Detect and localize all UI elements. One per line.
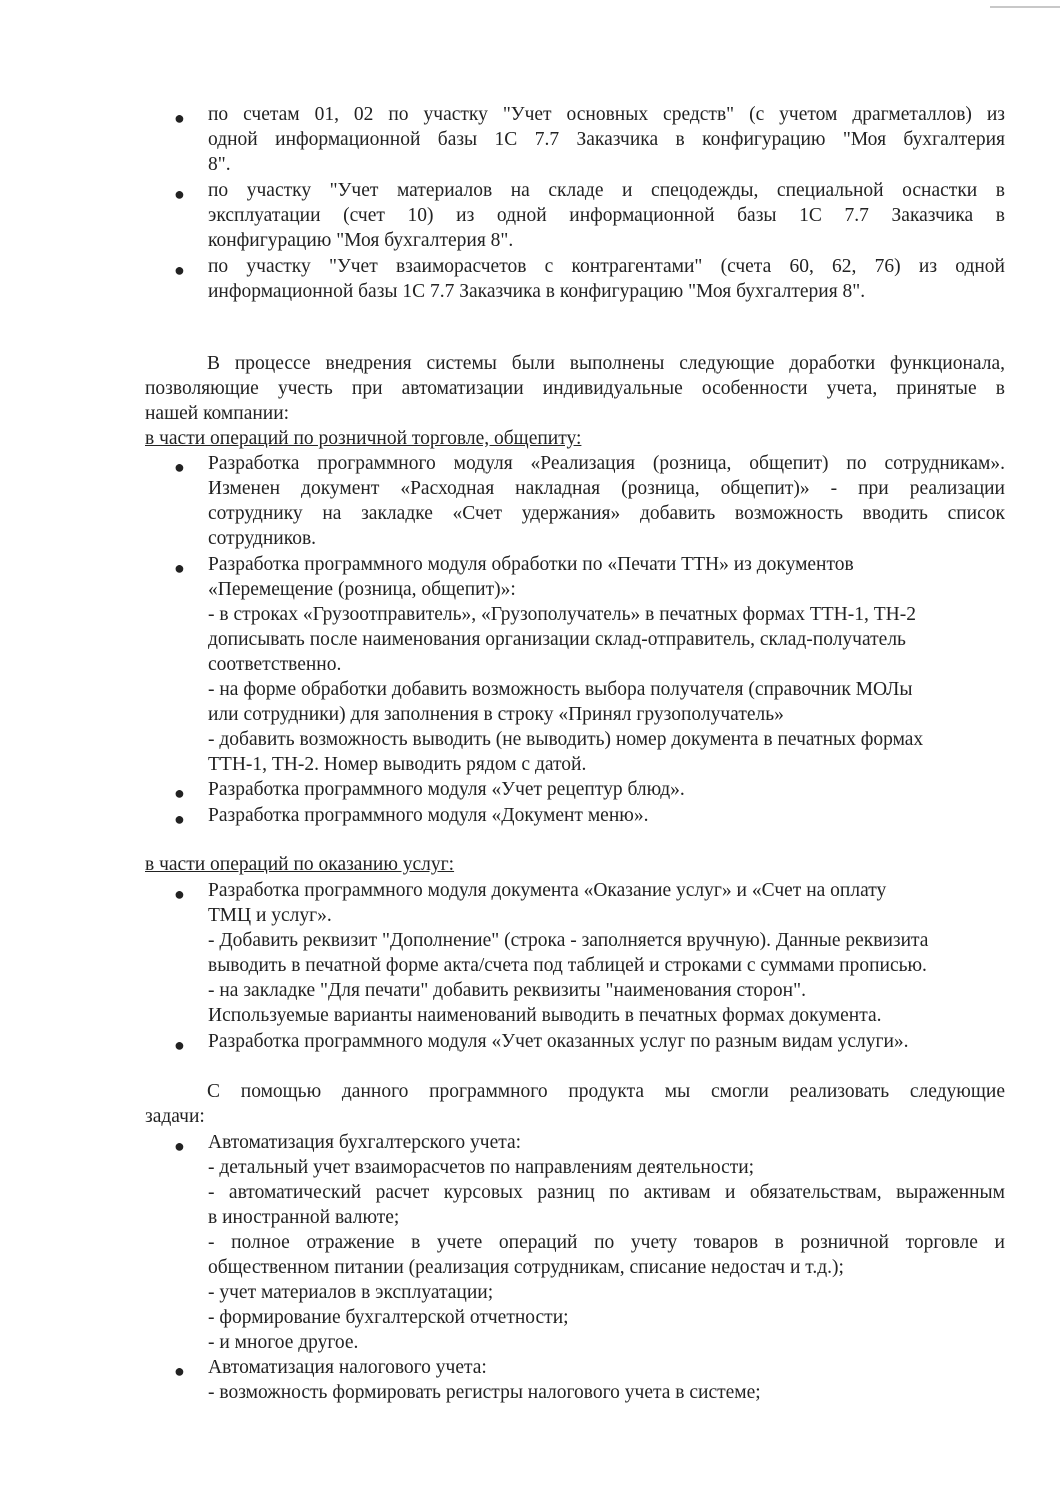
- text-line: по счетам 01, 02 по участку "Учет основных средств" (с учетом драгметаллов) из: [208, 104, 1005, 125]
- section-heading-services: в части операций по оказанию услуг:: [145, 854, 455, 875]
- text-line: - учет материалов в эксплуатации;: [208, 1282, 494, 1303]
- text-line: Разработка программного модуля «Учет оказанных услуг по разным видам услуги».: [208, 1031, 909, 1052]
- task-title: Автоматизация бухгалтерского учета:: [208, 1132, 522, 1153]
- text-line: С помощью данного программного продукта мы смогли реализовать следующие: [207, 1081, 1005, 1102]
- text-line: - детальный учет взаиморасчетов по направлениям деятельности;: [208, 1157, 755, 1178]
- text-line: - возможность формировать регистры налогового учета в системе;: [208, 1382, 761, 1403]
- text-line: Изменен документ «Расходная накладная (розница, общепит)» - при реализации: [208, 478, 1005, 499]
- text-line: - в строках «Грузоотправитель», «Грузополучатель» в печатных формах ТТН-1, ТН-2: [208, 604, 916, 625]
- text-line: Разработка программного модуля «Учет рецептур блюд».: [208, 779, 685, 800]
- text-line: по участку "Учет взаиморасчетов с контрагентами" (счета 60, 62, 76) из одной: [208, 256, 1005, 277]
- bullet-dot: ●: [174, 783, 185, 803]
- text-line: - на форме обработки добавить возможность выбора получателя (справочник МОЛы: [208, 679, 913, 700]
- bullet-dot: ●: [174, 884, 185, 904]
- text-line: - полное отражение в учете операций по учету товаров в розничной торговле и: [208, 1232, 1005, 1253]
- text-line: нашей компании:: [145, 403, 290, 424]
- bullet-dot: ●: [174, 457, 185, 477]
- text-line: позволяющие учесть при автоматизации индивидуальные особенности учета, принятые в: [145, 378, 1005, 399]
- text-line: «Перемещение (розница, общепит)»:: [208, 579, 516, 600]
- text-line: 8".: [208, 154, 231, 175]
- text-line: Разработка программного модуля обработки по «Печати ТТН» из документов: [208, 554, 854, 575]
- text-line: информационной базы 1С 7.7 Заказчика в конфигурацию "Моя бухгалтерия 8".: [208, 281, 866, 302]
- text-line: выводить в печатной форме акта/счета под таблицей и строками с суммами прописью.: [208, 955, 927, 976]
- text-line: В процессе внедрения системы были выполнены следующие доработки функционала,: [207, 353, 1005, 374]
- text-line: конфигурацию "Моя бухгалтерия 8".: [208, 230, 514, 251]
- text-line: одной информационной базы 1С 7.7 Заказчика в конфигурацию "Моя бухгалтерия: [208, 129, 1005, 150]
- scan-edge-mark: [990, 6, 1060, 8]
- text-line: ТМЦ и услуг».: [208, 905, 332, 926]
- text-line: общественном питании (реализация сотрудникам, списание недостач и т.д.);: [208, 1257, 844, 1278]
- text-line: Разработка программного модуля «Реализация (розница, общепит) по сотрудникам».: [208, 453, 1005, 474]
- bullet-dot: ●: [174, 1035, 185, 1055]
- bullet-dot: ●: [174, 809, 185, 829]
- bullet-dot: ●: [174, 108, 185, 128]
- section-heading-retail: в части операций по розничной торговле, общепиту:: [145, 428, 582, 449]
- bullet-dot: ●: [174, 184, 185, 204]
- text-line: соответственно.: [208, 654, 342, 675]
- text-line: Разработка программного модуля документа «Оказание услуг» и «Счет на оплату: [208, 880, 887, 901]
- text-line: - формирование бухгалтерской отчетности;: [208, 1307, 569, 1328]
- text-line: эксплуатации (счет 10) из одной информационной базы 1С 7.7 Заказчика в: [208, 205, 1005, 226]
- text-line: - и многое другое.: [208, 1332, 359, 1353]
- bullet-dot: ●: [174, 558, 185, 578]
- text-line: сотрудников.: [208, 528, 317, 549]
- text-line: ТТН-1, ТН-2. Номер выводить рядом с датой.: [208, 754, 587, 775]
- text-line: - на закладке "Для печати" добавить реквизиты "наименования сторон".: [208, 980, 806, 1001]
- text-line: по участку "Учет материалов на складе и спецодежды, специальной оснастки в: [208, 180, 1005, 201]
- text-line: в иностранной валюте;: [208, 1207, 400, 1228]
- text-line: - автоматический расчет курсовых разниц по активам и обязательствам, выраженным: [208, 1182, 1005, 1203]
- text-line: Используемые варианты наименований выводить в печатных формах документа.: [208, 1005, 882, 1026]
- bullet-dot: ●: [174, 1361, 185, 1381]
- text-line: или сотрудники) для заполнения в строку «Принял грузополучатель»: [208, 704, 784, 725]
- text-line: задачи:: [145, 1106, 205, 1127]
- text-line: Разработка программного модуля «Документ меню».: [208, 805, 649, 826]
- text-line: - Добавить реквизит "Дополнение" (строка - заполняется вручную). Данные реквизита: [208, 930, 929, 951]
- text-line: дописывать после наименования организации склад-отправитель, склад-получатель: [208, 629, 906, 650]
- bullet-dot: ●: [174, 260, 185, 280]
- text-line: сотруднику на закладке «Счет удержания» добавить возможность вводить список: [208, 503, 1005, 524]
- task-title: Автоматизация налогового учета:: [208, 1357, 487, 1378]
- text-line: - добавить возможность выводить (не выводить) номер документа в печатных формах: [208, 729, 924, 750]
- bullet-dot: ●: [174, 1136, 185, 1156]
